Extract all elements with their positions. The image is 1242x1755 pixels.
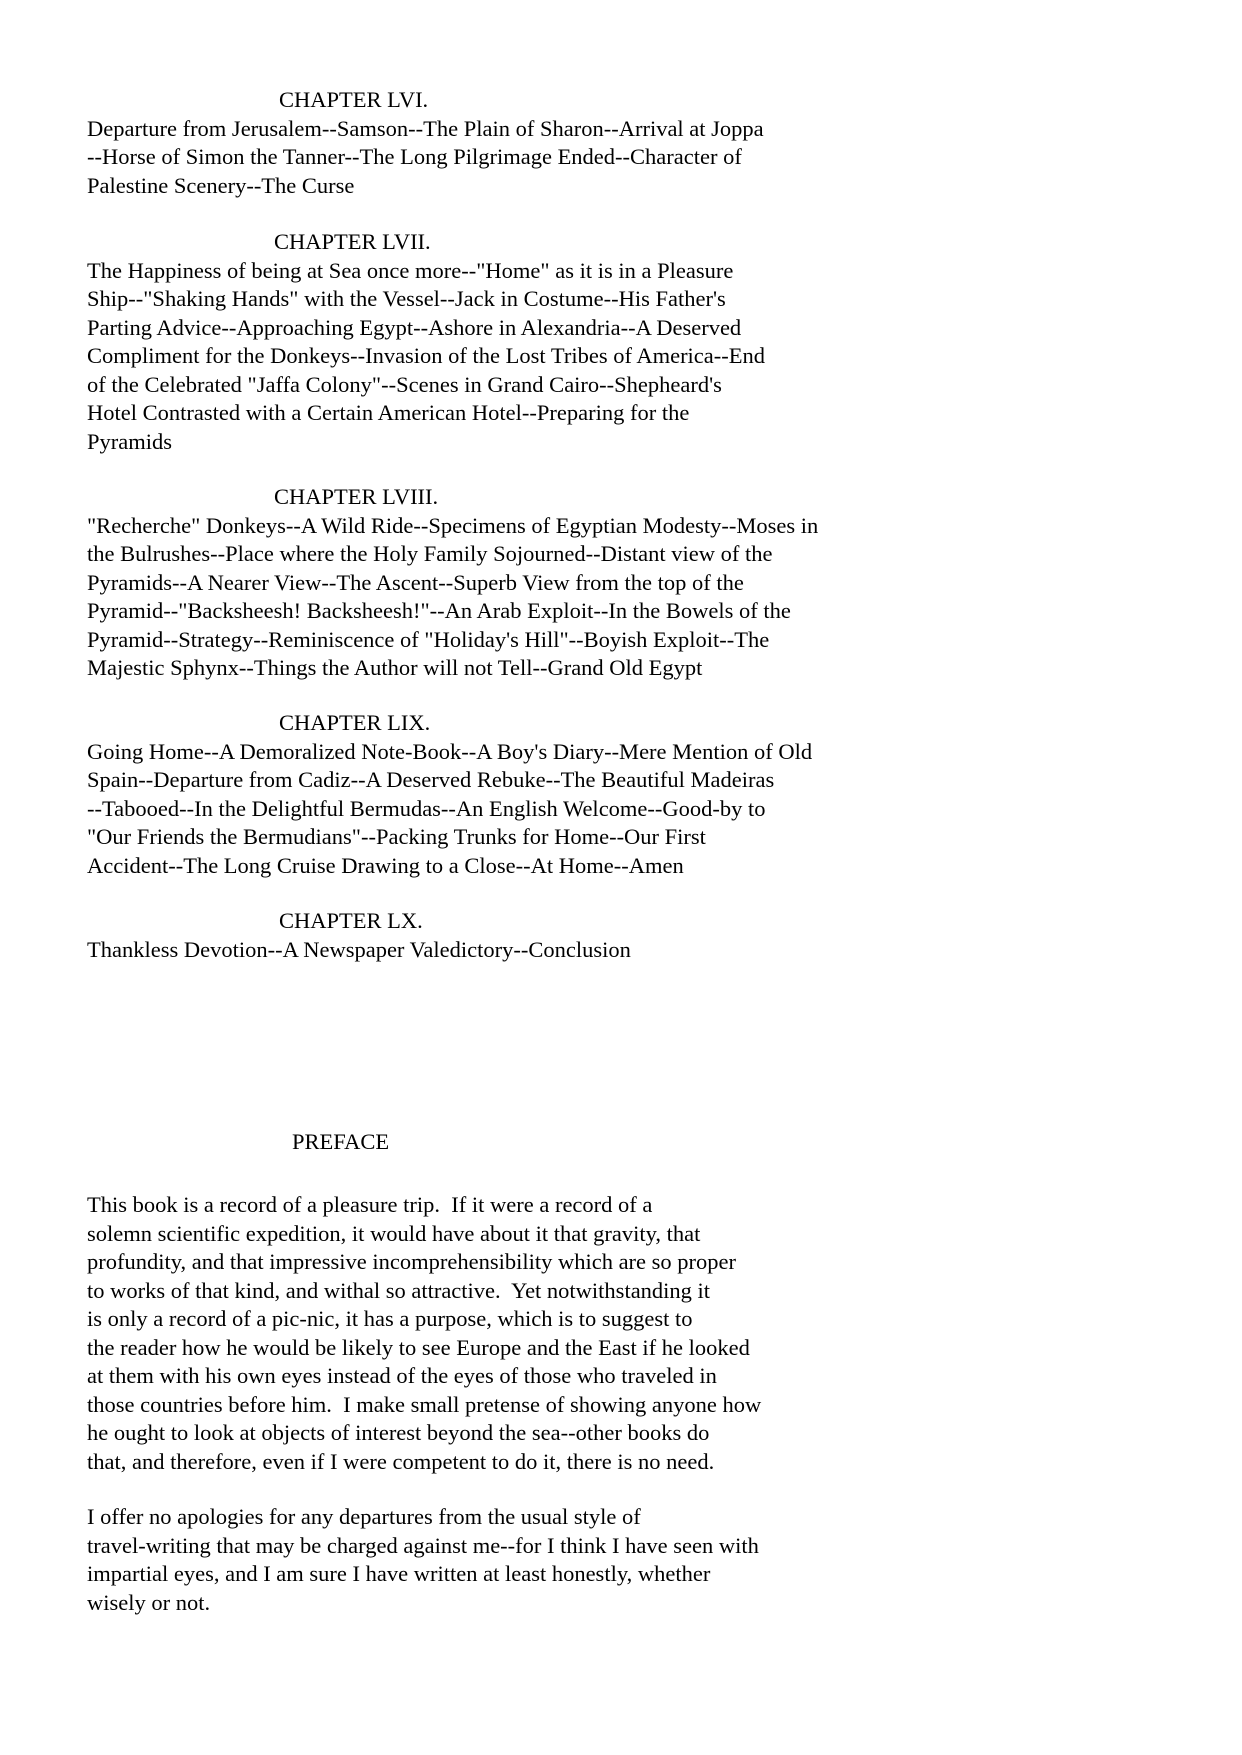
summary-line: Pyramids--A Nearer View--The Ascent--Superb View from the top of the: [87, 569, 744, 595]
preface-paragraph: [87, 1191, 1087, 1476]
chapter-lviii: [87, 483, 1087, 683]
summary-line: Pyramid--"Backsheesh! Backsheesh!"--An Arab Exploit--In the Bowels of the: [87, 598, 791, 623]
chapter-heading: CHAPTER LVI.: [279, 87, 429, 112]
summary-line: Departure from Jerusalem--Samson--The Plain of Sharon--Arrival at Joppa: [87, 115, 764, 141]
paragraph-line: at them with his own eyes instead of the eyes of those who traveled in: [87, 1363, 717, 1388]
paragraph-line: solemn scientific expedition, it would have about it that gravity, that: [87, 1220, 701, 1246]
summary-line: Compliment for the Donkeys--Invasion of the Lost Tribes of America--End: [87, 343, 766, 368]
summary-line: Spain--Departure from Cadiz--A Deserved Rebuke--The Beautiful Madeiras: [87, 767, 775, 792]
chapter-summary: [87, 512, 1087, 683]
paragraph-line: travel-writing that may be charged against me--for I think I have seen with: [87, 1532, 759, 1558]
paragraph-line: those countries before him. I make small pretense of showing anyone how: [87, 1391, 762, 1417]
paragraph-line: the reader how he would be likely to see Europe and the East if he looked: [87, 1334, 750, 1360]
summary-line: the Bulrushes--Place where the Holy Family Sojourned--Distant view of the: [87, 541, 773, 566]
summary-line: Palestine Scenery--The Curse: [87, 172, 355, 198]
chapter-summary: [87, 738, 1087, 881]
paragraph-line: impartial eyes, and I am sure I have written at least honestly, whether: [87, 1561, 711, 1586]
summary-line: Going Home--A Demoralized Note-Book--A Boy's Diary--Mere Mention of Old: [87, 738, 813, 764]
chapter-summary: [87, 257, 1087, 457]
chapter-heading: CHAPTER LIX.: [279, 710, 431, 735]
summary-line: The Happiness of being at Sea once more--"Home" as it is in a Pleasure: [87, 257, 734, 283]
preface-paragraph: [87, 1503, 1087, 1617]
summary-line: Majestic Sphynx--Things the Author will not Tell--Grand Old Egypt: [87, 655, 703, 680]
chapter-heading: CHAPTER LX.: [279, 908, 423, 933]
paragraph-line: is only a record of a pic-nic, it has a purpose, which is to suggest to: [87, 1306, 693, 1331]
chapter-heading: CHAPTER LVIII.: [274, 484, 439, 509]
paragraph-line: This book is a record of a pleasure trip. If it were a record of a: [87, 1192, 653, 1217]
chapter-heading: CHAPTER LVII.: [274, 229, 431, 254]
paragraph-line: profundity, and that impressive incomprehensibility which are so proper: [87, 1249, 737, 1274]
paragraph-line: I offer no apologies for any departures from the usual style of: [87, 1504, 641, 1529]
chapter-summary: [87, 115, 1087, 201]
preface-title: PREFACE: [292, 1129, 390, 1154]
paragraph-line: he ought to look at objects of interest beyond the sea--other books do: [87, 1420, 710, 1445]
chapter-lvii: [87, 228, 1087, 456]
summary-line: "Recherche" Donkeys--A Wild Ride--Specimens of Egyptian Modesty--Moses in: [87, 512, 819, 538]
chapter-summary: [87, 936, 1087, 965]
summary-line: "Our Friends the Bermudians"--Packing Trunks for Home--Our First: [87, 824, 706, 849]
paragraph-line: that, and therefore, even if I were competent to do it, there is no need.: [87, 1448, 715, 1474]
chapter-lix: [87, 709, 1087, 880]
summary-line: of the Celebrated "Jaffa Colony"--Scenes in Grand Cairo--Shepheard's: [87, 371, 722, 397]
summary-line: Parting Advice--Approaching Egypt--Ashore in Alexandria--A Deserved: [87, 314, 742, 340]
summary-line: Ship--"Shaking Hands" with the Vessel--Jack in Costume--His Father's: [87, 286, 726, 311]
summary-line: Thankless Devotion--A Newspaper Valedictory--Conclusion: [87, 936, 631, 962]
chapter-lx: [87, 907, 1087, 964]
paragraph-line: wisely or not.: [87, 1589, 211, 1615]
summary-line: Pyramids: [87, 428, 173, 454]
summary-line: Accident--The Long Cruise Drawing to a Close--At Home--Amen: [87, 852, 684, 878]
paragraph-line: to works of that kind, and withal so attractive. Yet notwithstanding it: [87, 1277, 711, 1303]
summary-line: --Horse of Simon the Tanner--The Long Pilgrimage Ended--Character of: [87, 144, 742, 169]
summary-line: Hotel Contrasted with a Certain American Hotel--Preparing for the: [87, 400, 690, 425]
summary-line: Pyramid--Strategy--Reminiscence of "Holiday's Hill"--Boyish Exploit--The: [87, 626, 770, 652]
summary-line: --Tabooed--In the Delightful Bermudas--An English Welcome--Good-by to: [87, 795, 766, 821]
chapter-lvi: [87, 86, 1087, 200]
